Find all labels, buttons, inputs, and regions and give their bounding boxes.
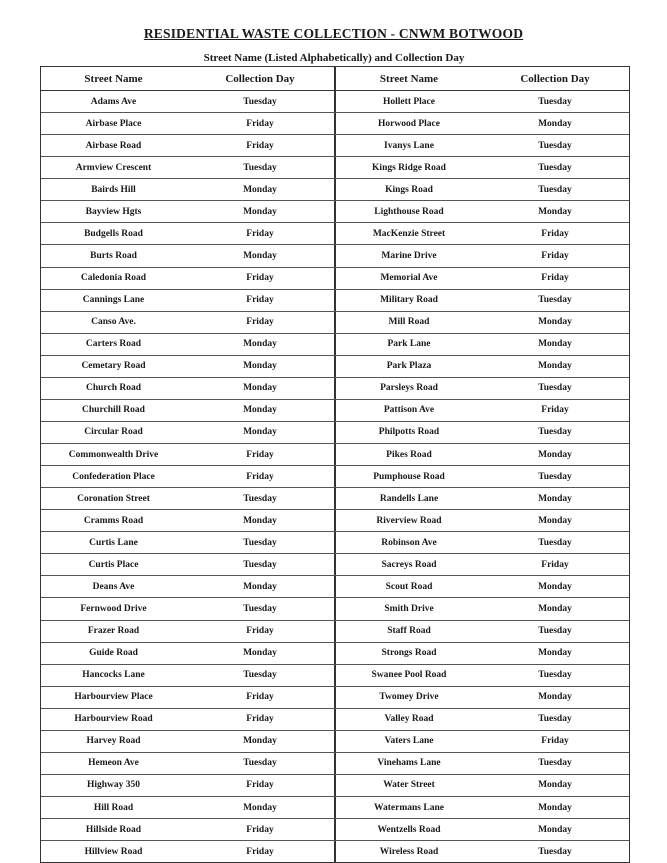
street-name-cell: Philpotts Road: [334, 422, 482, 443]
street-name-cell: Pumphouse Road: [334, 466, 482, 487]
collection-day-cell: Monday: [243, 383, 277, 394]
table-row: [41, 378, 629, 400]
street-name-cell: Lighthouse Road: [334, 201, 482, 222]
table-row: [41, 753, 629, 775]
collection-day-cell: Monday: [243, 339, 277, 350]
table-row: [41, 665, 629, 687]
table-row: [41, 709, 629, 731]
collection-day-cell: Friday: [541, 273, 569, 284]
street-name-cell: Riverview Road: [334, 510, 482, 531]
street-name-cell: Park Plaza: [334, 356, 482, 377]
collection-day-cell: Monday: [538, 824, 572, 835]
street-name-cell: Circular Road: [84, 427, 143, 438]
table-row: [41, 576, 629, 598]
street-name-cell: Vinehams Lane: [334, 753, 482, 774]
collection-day-cell: Tuesday: [538, 714, 572, 725]
street-name-cell: Fernwood Drive: [80, 603, 147, 614]
table-row: [41, 312, 629, 334]
collection-day-cell: Friday: [246, 140, 274, 151]
collection-day-cell: Tuesday: [538, 846, 572, 857]
table-row: [41, 819, 629, 841]
street-name-cell: Bairds Hill: [91, 184, 136, 195]
document-subtitle: Street Name (Listed Alphabetically) and Collection Day: [203, 52, 465, 64]
collection-day-cell: Tuesday: [243, 559, 277, 570]
street-name-cell: Canso Ave.: [91, 317, 136, 328]
collection-day-cell: Monday: [538, 648, 572, 659]
collection-day-cell: Tuesday: [243, 537, 277, 548]
street-name-cell: Churchill Road: [82, 405, 145, 416]
table-row: [41, 841, 629, 862]
collection-day-cell: Monday: [243, 184, 277, 195]
table-row: [41, 135, 629, 157]
street-name-cell: Pikes Road: [334, 444, 482, 465]
header-collection-day-right: Collection Day: [520, 72, 590, 85]
header-street-name-right: Street Name: [334, 67, 482, 90]
collection-day-cell: Monday: [243, 405, 277, 416]
street-name-cell: Wentzells Road: [334, 819, 482, 840]
collection-day-cell: Tuesday: [538, 184, 572, 195]
street-name-cell: Hillview Road: [84, 846, 143, 857]
table-row: [41, 245, 629, 267]
collection-day-cell: Friday: [246, 273, 274, 284]
street-name-cell: Bayview Hgts: [85, 206, 142, 217]
table-row: [41, 466, 629, 488]
collection-day-cell: Monday: [538, 206, 572, 217]
collection-day-cell: Tuesday: [538, 626, 572, 637]
street-name-cell: Twomey Drive: [334, 687, 482, 708]
collection-day-cell: Tuesday: [538, 537, 572, 548]
table-row: [41, 334, 629, 356]
street-name-cell: Airbase Road: [85, 140, 142, 151]
street-name-cell: Scout Road: [334, 576, 482, 597]
street-name-cell: MacKenzie Street: [334, 223, 482, 244]
collection-day-cell: Monday: [538, 339, 572, 350]
table-row: [41, 532, 629, 554]
collection-day-cell: Tuesday: [243, 162, 277, 173]
table-row: [41, 598, 629, 620]
street-name-cell: Curtis Place: [88, 559, 139, 570]
table-row: [41, 223, 629, 245]
street-name-cell: Park Lane: [334, 334, 482, 355]
collection-day-cell: Friday: [541, 250, 569, 261]
street-name-cell: Robinson Ave: [334, 532, 482, 553]
document-title: RESIDENTIAL WASTE COLLECTION - CNWM BOTWOOD: [143, 26, 524, 41]
street-name-cell: Hill Road: [93, 802, 134, 813]
collection-day-cell: Friday: [246, 824, 274, 835]
street-name-cell: Smith Drive: [334, 598, 482, 619]
street-name-cell: Watermans Lane: [334, 797, 482, 818]
collection-day-cell: Friday: [541, 228, 569, 239]
street-name-cell: Coronation Street: [77, 493, 150, 504]
collection-day-cell: Friday: [541, 559, 569, 570]
collection-day-cell: Friday: [246, 780, 274, 791]
table-row: [41, 179, 629, 201]
table-row: [41, 201, 629, 223]
street-name-cell: Sacreys Road: [334, 554, 482, 575]
collection-day-cell: Friday: [246, 471, 274, 482]
collection-day-cell: Tuesday: [538, 295, 572, 306]
collection-day-cell: Monday: [538, 692, 572, 703]
collection-day-cell: Monday: [538, 515, 572, 526]
collection-day-cell: Tuesday: [538, 96, 572, 107]
street-name-cell: Hollett Place: [334, 91, 482, 112]
collection-day-cell: Tuesday: [243, 670, 277, 681]
collection-day-cell: Tuesday: [538, 758, 572, 769]
table-row: [41, 268, 629, 290]
street-name-cell: Hancocks Lane: [82, 670, 145, 681]
street-name-cell: Valley Road: [334, 709, 482, 730]
street-name-cell: Military Road: [334, 290, 482, 311]
collection-day-cell: Tuesday: [538, 162, 572, 173]
street-name-cell: Armview Crescent: [75, 162, 152, 173]
collection-table: [40, 66, 630, 863]
collection-day-cell: Tuesday: [243, 758, 277, 769]
collection-day-cell: Friday: [541, 405, 569, 416]
collection-day-cell: Monday: [243, 736, 277, 747]
collection-day-cell: Monday: [538, 603, 572, 614]
street-name-cell: Harbourview Road: [74, 714, 153, 725]
table-row: [41, 444, 629, 466]
street-name-cell: Staff Road: [334, 621, 482, 642]
street-name-cell: Water Street: [334, 775, 482, 796]
collection-day-cell: Friday: [541, 736, 569, 747]
collection-day-cell: Tuesday: [538, 471, 572, 482]
collection-day-cell: Monday: [538, 449, 572, 460]
street-name-cell: Caledonia Road: [80, 273, 147, 284]
collection-day-cell: Tuesday: [538, 427, 572, 438]
collection-day-cell: Monday: [243, 427, 277, 438]
street-name-cell: Burts Road: [90, 250, 137, 261]
table-row: [41, 510, 629, 532]
header-collection-day-left: Collection Day: [225, 72, 295, 85]
street-name-cell: Pattison Ave: [334, 400, 482, 421]
table-row: [41, 797, 629, 819]
table-row: [41, 400, 629, 422]
street-name-cell: Cemetary Road: [81, 361, 146, 372]
street-name-cell: Kings Road: [334, 179, 482, 200]
table-row: [41, 91, 629, 113]
collection-day-cell: Friday: [246, 317, 274, 328]
street-name-cell: Kings Ridge Road: [334, 157, 482, 178]
collection-day-cell: Friday: [246, 449, 274, 460]
street-name-cell: Ivanys Lane: [334, 135, 482, 156]
table-header-row: [41, 67, 629, 91]
collection-day-cell: Tuesday: [243, 96, 277, 107]
street-name-cell: Parsleys Road: [334, 378, 482, 399]
collection-day-cell: Monday: [538, 118, 572, 129]
collection-day-cell: Monday: [243, 581, 277, 592]
table-row: [41, 687, 629, 709]
collection-day-cell: Friday: [246, 846, 274, 857]
table-row: [41, 731, 629, 753]
street-name-cell: Adams Ave: [90, 96, 137, 107]
street-name-cell: Harvey Road: [86, 736, 141, 747]
street-name-cell: Mill Road: [334, 312, 482, 333]
collection-day-cell: Monday: [538, 361, 572, 372]
street-name-cell: Wireless Road: [334, 841, 482, 862]
collection-day-cell: Friday: [246, 295, 274, 306]
collection-day-cell: Tuesday: [538, 670, 572, 681]
street-name-cell: Cannings Lane: [82, 295, 145, 306]
collection-day-cell: Friday: [246, 228, 274, 239]
street-name-cell: Hillside Road: [85, 824, 142, 835]
collection-day-cell: Tuesday: [243, 493, 277, 504]
table-row: [41, 113, 629, 135]
street-name-cell: Hemeon Ave: [88, 758, 139, 769]
table-row: [41, 643, 629, 665]
table-row: [41, 554, 629, 576]
collection-day-cell: Monday: [538, 317, 572, 328]
collection-day-cell: Monday: [243, 206, 277, 217]
collection-day-cell: Tuesday: [243, 603, 277, 614]
street-name-cell: Airbase Place: [85, 118, 142, 129]
table-row: [41, 621, 629, 643]
table-row: [41, 488, 629, 510]
collection-day-cell: Monday: [243, 515, 277, 526]
collection-day-cell: Monday: [243, 250, 277, 261]
street-name-cell: Confederation Place: [72, 471, 155, 482]
street-name-cell: Curtis Lane: [89, 537, 138, 548]
collection-day-cell: Monday: [243, 361, 277, 372]
header-street-name-left: Street Name: [84, 72, 143, 85]
street-name-cell: Horwood Place: [334, 113, 482, 134]
collection-day-cell: Monday: [243, 648, 277, 659]
street-name-cell: Budgells Road: [84, 228, 143, 239]
collection-day-cell: Friday: [246, 714, 274, 725]
collection-day-cell: Monday: [538, 581, 572, 592]
collection-day-cell: Tuesday: [538, 383, 572, 394]
street-name-cell: Carters Road: [85, 339, 142, 350]
collection-day-cell: Friday: [246, 692, 274, 703]
street-name-cell: Deans Ave: [92, 581, 135, 592]
collection-day-cell: Friday: [246, 626, 274, 637]
street-name-cell: Randells Lane: [334, 488, 482, 509]
collection-day-cell: Monday: [538, 802, 572, 813]
street-name-cell: Vaters Lane: [334, 731, 482, 752]
street-name-cell: Highway 350: [86, 780, 141, 791]
street-name-cell: Strongs Road: [334, 643, 482, 664]
street-name-cell: Church Road: [86, 383, 141, 394]
collection-day-cell: Tuesday: [538, 140, 572, 151]
street-name-cell: Frazer Road: [87, 626, 140, 637]
collection-day-cell: Monday: [538, 493, 572, 504]
table-row: [41, 356, 629, 378]
street-name-cell: Guide Road: [89, 648, 138, 659]
street-name-cell: Cramms Road: [83, 515, 144, 526]
collection-day-cell: Friday: [246, 118, 274, 129]
table-row: [41, 775, 629, 797]
street-name-cell: Marine Drive: [334, 245, 482, 266]
street-name-cell: Harbourview Place: [74, 692, 153, 703]
table-row: [41, 157, 629, 179]
collection-day-cell: Monday: [538, 780, 572, 791]
street-name-cell: Swanee Pool Road: [334, 665, 482, 686]
table-row: [41, 422, 629, 444]
table-row: [41, 290, 629, 312]
street-name-cell: Commonwealth Drive: [68, 449, 159, 460]
collection-day-cell: Monday: [243, 802, 277, 813]
street-name-cell: Memorial Ave: [334, 268, 482, 289]
